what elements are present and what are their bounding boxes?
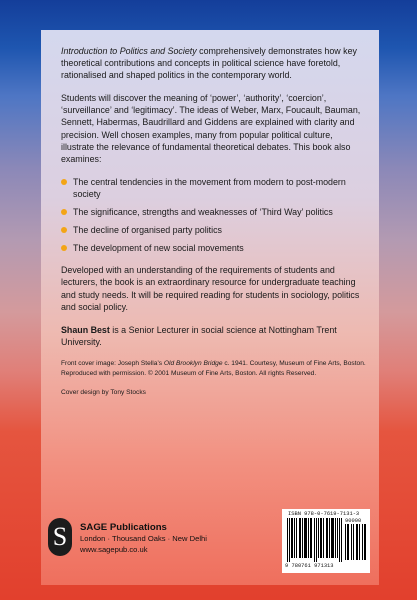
list-item-text: The development of new social movements (73, 243, 244, 254)
price-code: 90000 (345, 518, 362, 524)
author-name: Shaun Best (61, 324, 110, 335)
barcode-bars (287, 518, 343, 562)
credit-post: c. 1941. Courtesy, Museum of Fine Arts, Boston. Reproduced with permission. © 2001 Museum of Fine Arts, Boston. All rights Reserved. (61, 359, 366, 377)
sage-logo-icon: S (48, 518, 72, 556)
list-item-text: The significance, strengths and weaknesses of ‘Third Way’ politics (73, 207, 333, 218)
list-item (61, 176, 366, 200)
bullet-icon (61, 245, 67, 251)
list-item (61, 224, 366, 236)
isbn-label: ISBN 978-0-7619-7131-3 (288, 511, 360, 517)
credits (61, 359, 366, 398)
publisher-block (48, 518, 228, 568)
list-item-text: The decline of organised party politics (73, 225, 222, 236)
publisher-name: SAGE Publications (80, 522, 167, 533)
author-paragraph (61, 324, 366, 348)
bullet-icon (61, 179, 67, 185)
design-credit: Cover design by Tony Stocks (61, 388, 146, 396)
intro-text: comprehensively demonstrates how key theoretical contributions and concepts in political science have foretold, rationalised and shaped politics in the contemporary world. (61, 46, 357, 81)
audience-paragraph: Developed with an understanding of the requirements of students and lecturers, the book is an extraordinary resource for undergraduate teaching and study needs. It will be required reading for students in sociology, politics and social policy. (61, 265, 360, 312)
list-item-text: The central tendencies in the movement from modern to post-modern society (73, 176, 346, 199)
author-bio: is a Senior Lecturer in social science at Nottingham Trent University. (61, 324, 337, 347)
intro-paragraph (61, 45, 366, 81)
list-item (61, 242, 366, 254)
addon-barcode-bars (345, 524, 367, 560)
blurb-text (61, 45, 366, 407)
credit-pre: Front cover image: Joseph Stella’s (61, 359, 164, 367)
barcode (282, 509, 370, 573)
description-paragraph: Students will discover the meaning of ‘power’, ‘authority’, ‘coercion’, ‘surveillance’ and ‘legitimacy’. The ideas of Weber, Marx, Foucault, Bauman, Sennett, Habermas, Baudrillard and Giddens are explained with clarity and precision. Well chosen examples, many from popular political culture, illustrate the relevance of fundamental theoretical debates. This book also examines: (61, 93, 361, 164)
publisher-info (80, 522, 207, 555)
bullet-icon (61, 227, 67, 233)
topics-list (61, 176, 366, 254)
artwork-title: Old Brooklyn Bridge (163, 359, 223, 367)
list-item (61, 206, 366, 218)
publisher-cities: London · Thousand Oaks · New Delhi (80, 534, 207, 543)
publisher-url: www.sagepub.co.uk (80, 544, 148, 554)
barcode-number: 9 780761 971313 (285, 563, 334, 569)
book-title: Introduction to Politics and Society (61, 46, 197, 56)
bullet-icon (61, 209, 67, 215)
cover-credit (61, 359, 366, 379)
